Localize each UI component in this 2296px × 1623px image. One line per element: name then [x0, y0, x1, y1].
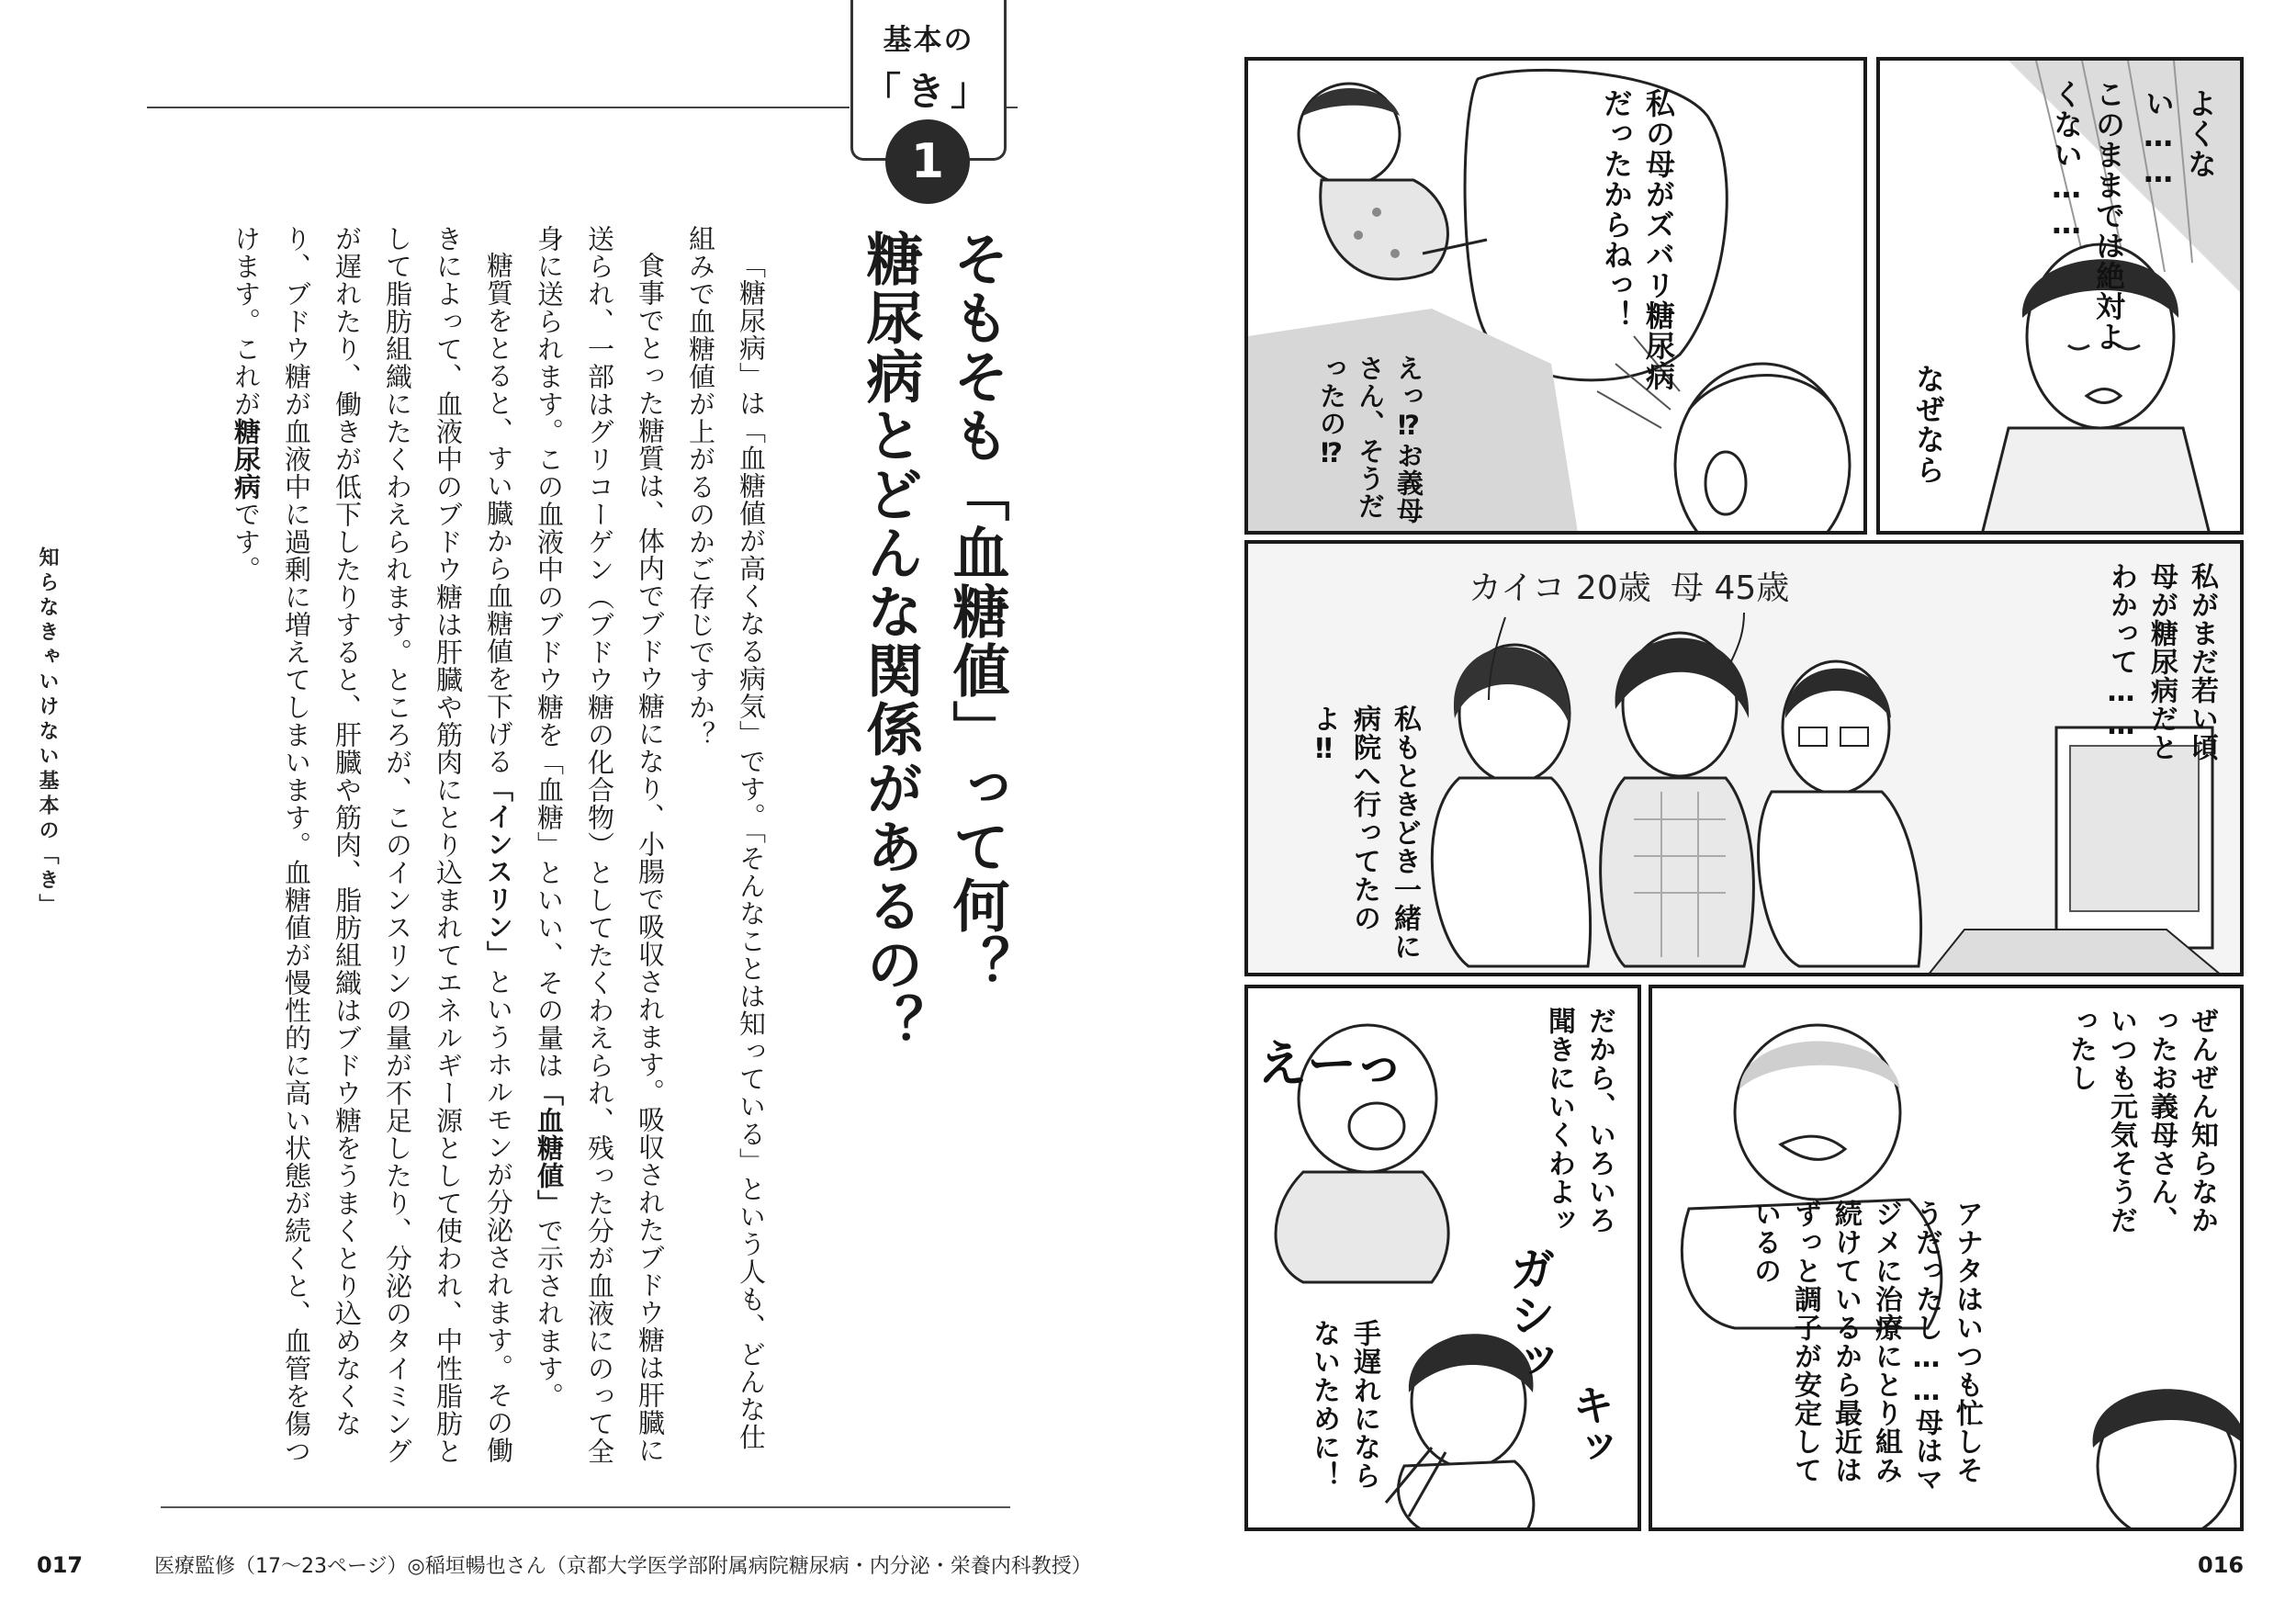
- medical-supervision-credit: 医療監修（17～23ページ）◎稲垣暢也さん（京都大学医学部附属病院糖尿病・内分泌・栄養内科教授）: [154, 1555, 1092, 1578]
- term-insulin: 「インスリン」: [483, 775, 514, 968]
- chapter-tab-ki: 「き」: [861, 69, 995, 114]
- speech-bubble-before-too-late: 手遅れにならないために！: [1308, 1319, 1380, 1490]
- label-kaiko-age: カイコ 20歳: [1469, 569, 1651, 607]
- page-number-right: 016: [2198, 1552, 2245, 1578]
- body-paragraph-2: [523, 225, 675, 1465]
- body-text-span: というホルモンが分泌されます。その働きによって、血液中のブドウ糖は肝臓や筋肉にとり込まれてエネルギー源として使われ、中性脂肪として脂肪組織にたくわえられます。ところが、このインスリンの量が不足したり、分泌のタイミングが遅れたり、働きが低下したりすると、肝臓や筋肉、脂肪組織はブドウ糖をうまくとり込めなくなり、ブドウ糖が血液中に過剰に増えてしまいます。血糖値が慢性的に高い状態が続くと、血管を傷つけます。これが: [231, 225, 514, 1465]
- body-paragraph-3: [220, 225, 523, 1465]
- speech-bubble-mother: 私の母がズバリ糖尿病だったからねっ！: [1599, 88, 1676, 391]
- chapter-number-badge: 1: [885, 119, 970, 204]
- article-body: [220, 225, 776, 1465]
- header-rule: [147, 107, 850, 108]
- narration-box: 私がまだ若い頃母が糖尿病だとわかって……: [2105, 562, 2218, 761]
- body-text-span: 糖質をとると、すい臓から血糖値を下げる: [483, 252, 514, 775]
- manga-panel-4: [1244, 985, 1641, 1531]
- page-headline: [847, 230, 1019, 1056]
- manga-panel-3: [1244, 540, 2244, 976]
- sfx-kit: キッ: [1566, 1383, 1615, 1468]
- manga-panel-1: [1244, 57, 1867, 535]
- manga-panel-5: [1649, 985, 2244, 1531]
- sfx-eeh: えーっ: [1257, 1035, 1404, 1093]
- speech-bubble-husband: えっ⁉お義母さん、そうだったの⁉: [1316, 355, 1424, 524]
- speech-bubble-lets-ask: だから、いろいろ聞きにいくわよッ: [1543, 1007, 1615, 1234]
- headline-line2: 糖尿病とどんな関係があるの？: [857, 230, 924, 1053]
- term-blood-sugar: 「血糖値」: [534, 1079, 565, 1217]
- speech-bubble-zettai: このままでは絶対よくない……: [2049, 79, 2126, 352]
- speech-bubble-stable: アナタはいつも忙しそうだったし……母はマジメに治療にとり組み続けているから最近はずっと調子が安定しているの: [1749, 1200, 1983, 1493]
- label-mother-age: 母 45歳: [1671, 569, 1790, 607]
- term-diabetes: 糖尿病: [231, 418, 262, 501]
- speech-bubble-nazenara: なぜなら: [1911, 364, 1946, 485]
- chapter-tab-label: 基本の: [883, 24, 974, 57]
- headline-line1: そもそも「血糖値」って何？: [943, 230, 1010, 994]
- running-header-vertical: 知らなきゃいけない基本の「き」: [36, 547, 59, 919]
- body-text-span: 食事でとった糖質は、体内でブドウ糖になり、小腸で吸収されます。吸収されたブドウ糖は肝臓に送られ、一部はグリコーゲン（ブドウ糖の化合物）としてたくわえられ、残った分が血液にのって全身に送られます。この血液中のブドウ糖を「血糖」といい、その量は: [534, 225, 666, 1465]
- manga-panel-2: [1876, 57, 2244, 535]
- body-text-span: で示されます。: [534, 1217, 565, 1410]
- body-paragraph-1: 「糖尿病」は「血糖値が高くなる病気」です。「そんなことは知っている」という人も、どんな仕組みで血糖値が上がるのかご存じですか？: [685, 225, 767, 1451]
- sfx-gashi: ガシッ: [1503, 1245, 1556, 1383]
- page-number-left: 017: [37, 1552, 84, 1578]
- speech-bubble-didnt-know: ぜんぜん知らなかったお義母さん、いつも元気そうだったし: [2065, 1007, 2218, 1234]
- footer-rule: [161, 1506, 1010, 1508]
- speech-bubble-mother-memory: 私もときどき一緒に病院へ行ってたのよ‼: [1308, 704, 1421, 961]
- speech-bubble-yokunai: よくない……: [2141, 88, 2218, 190]
- body-text-span: です。: [231, 501, 262, 583]
